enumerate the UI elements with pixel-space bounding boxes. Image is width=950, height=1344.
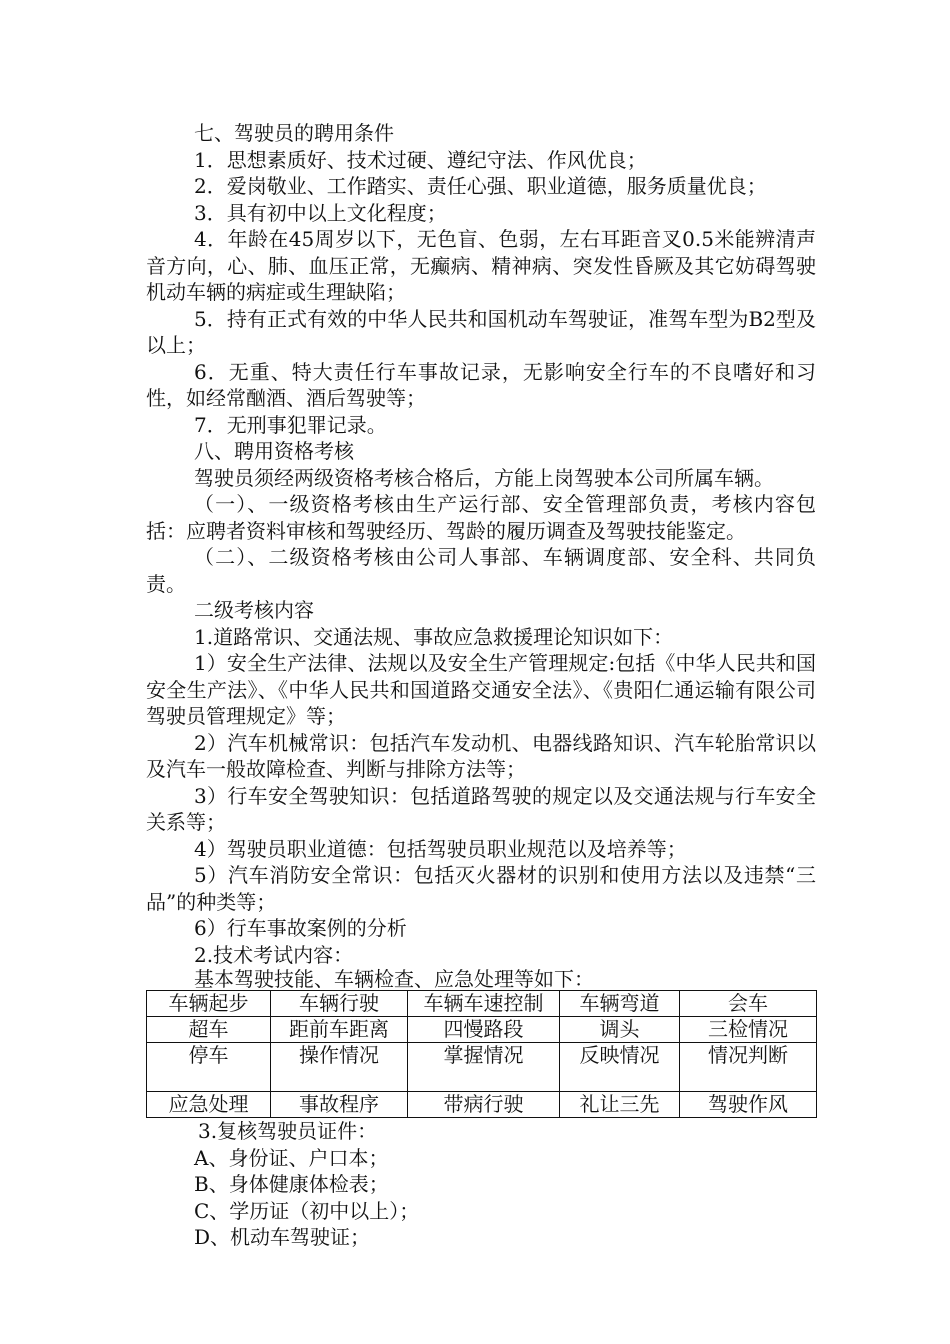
table-cell: 驾驶作风 <box>680 1092 817 1118</box>
table-cell: 车辆弯道 <box>560 991 680 1017</box>
paragraph: （一）、一级资格考核由生产运行部、安全管理部负责，考核内容包括：应聘者资料审核和驾驶经历、驾龄的履历调查及驾驶技能鉴定。 <box>146 492 816 543</box>
theory-item: 2）汽车机械常识：包括汽车发动机、电器线路知识、汽车轮胎常识以及汽车一般故障检查、判断与排除方法等； <box>146 730 816 781</box>
table-row <box>147 991 817 1017</box>
table-cell: 三检情况 <box>680 1017 817 1043</box>
sub-heading: 3.复核驾驶员证件： <box>198 1119 378 1143</box>
table-cell: 操作情况 <box>271 1043 408 1092</box>
paragraph: 驾驶员须经两级资格考核合格后，方能上岗驾驶本公司所属车辆。 <box>194 465 774 490</box>
condition-item: 1．思想素质好、技术过硬、遵纪守法、作风优良； <box>194 147 647 172</box>
condition-item: 3．具有初中以上文化程度； <box>194 200 447 225</box>
table-cell: 事故程序 <box>271 1092 408 1118</box>
table-cell: 超车 <box>147 1017 271 1043</box>
table-row <box>147 1017 817 1043</box>
theory-item: 1）安全生产法律、法规以及安全生产管理规定:包括《中华人民共和国安全生产法》、《中华人民共和国道路交通安全法》、《贵阳仁通运输有限公司驾驶员管理规定》等； <box>146 651 816 728</box>
theory-item: 3）行车安全驾驶知识：包括道路驾驶的规定以及交通法规与行车安全关系等； <box>146 783 816 834</box>
table-cell: 停车 <box>147 1043 271 1092</box>
condition-item: 7．无刑事犯罪记录。 <box>194 412 387 437</box>
section-heading: 七、驾驶员的聘用条件 <box>194 121 394 145</box>
sub-heading: 1.道路常识、交通法规、事故应急救援理论知识如下： <box>194 624 674 649</box>
table-cell: 调头 <box>560 1017 680 1043</box>
condition-item: 5．持有正式有效的中华人民共和国机动车驾驶证，准驾车型为B2型及以上； <box>146 306 816 357</box>
theory-item: 5）汽车消防安全常识：包括灭火器材的识别和使用方法以及违禁“三品”的种类等； <box>146 863 816 914</box>
document-page <box>146 120 816 1251</box>
table-cell: 掌握情况 <box>408 1043 560 1092</box>
table-cell: 车辆行驶 <box>271 991 408 1017</box>
paragraph: （二）、二级资格考核由公司人事部、车辆调度部、安全科、共同负责。 <box>146 545 816 596</box>
table-cell: 情况判断 <box>680 1043 817 1092</box>
table-row <box>147 1092 817 1118</box>
table-cell: 带病行驶 <box>408 1092 560 1118</box>
skill-table <box>146 990 817 1118</box>
table-cell: 应急处理 <box>147 1092 271 1118</box>
table-cell: 四慢路段 <box>408 1017 560 1043</box>
table-cell: 礼让三先 <box>560 1092 680 1118</box>
table-cell: 距前车距离 <box>271 1017 408 1043</box>
sub-heading: 2.技术考试内容： <box>194 942 354 967</box>
table-cell: 车辆车速控制 <box>408 991 560 1017</box>
table-row <box>147 1043 817 1092</box>
document-item: C、学历证（初中以上）； <box>194 1198 420 1223</box>
table-cell: 反映情况 <box>560 1043 680 1092</box>
document-item: A、身份证、户口本； <box>194 1145 389 1170</box>
condition-item: 2．爱岗敬业、工作踏实、责任心强、职业道德，服务质量优良； <box>194 174 767 198</box>
sub-heading: 二级考核内容 <box>194 598 314 622</box>
condition-item: 4．年龄在45周岁以下，无色盲、色弱，左右耳距音叉0.5米能辨清声音方向，心、肺、血压正常，无癫病、精神病、突发性昏厥及其它妨碍驾驶机动车辆的病症或生理缺陷； <box>146 227 816 304</box>
condition-item: 6．无重、特大责任行车事故记录，无影响安全行车的不良嗜好和习性，如经常酗酒、酒后驾驶等； <box>146 359 816 410</box>
table-cell: 会车 <box>680 991 817 1017</box>
theory-item: 6）行车事故案例的分析 <box>194 916 407 940</box>
document-item: D、机动车驾驶证； <box>194 1225 371 1249</box>
table-cell: 车辆起步 <box>147 991 271 1017</box>
theory-item: 4）驾驶员职业道德：包括驾驶员职业规范以及培养等； <box>194 836 687 861</box>
section-heading: 八、聘用资格考核 <box>194 439 354 463</box>
document-item: B、身体健康体检表； <box>194 1172 389 1196</box>
paragraph: 基本驾驶技能、车辆检查、应急处理等如下： <box>194 967 594 991</box>
